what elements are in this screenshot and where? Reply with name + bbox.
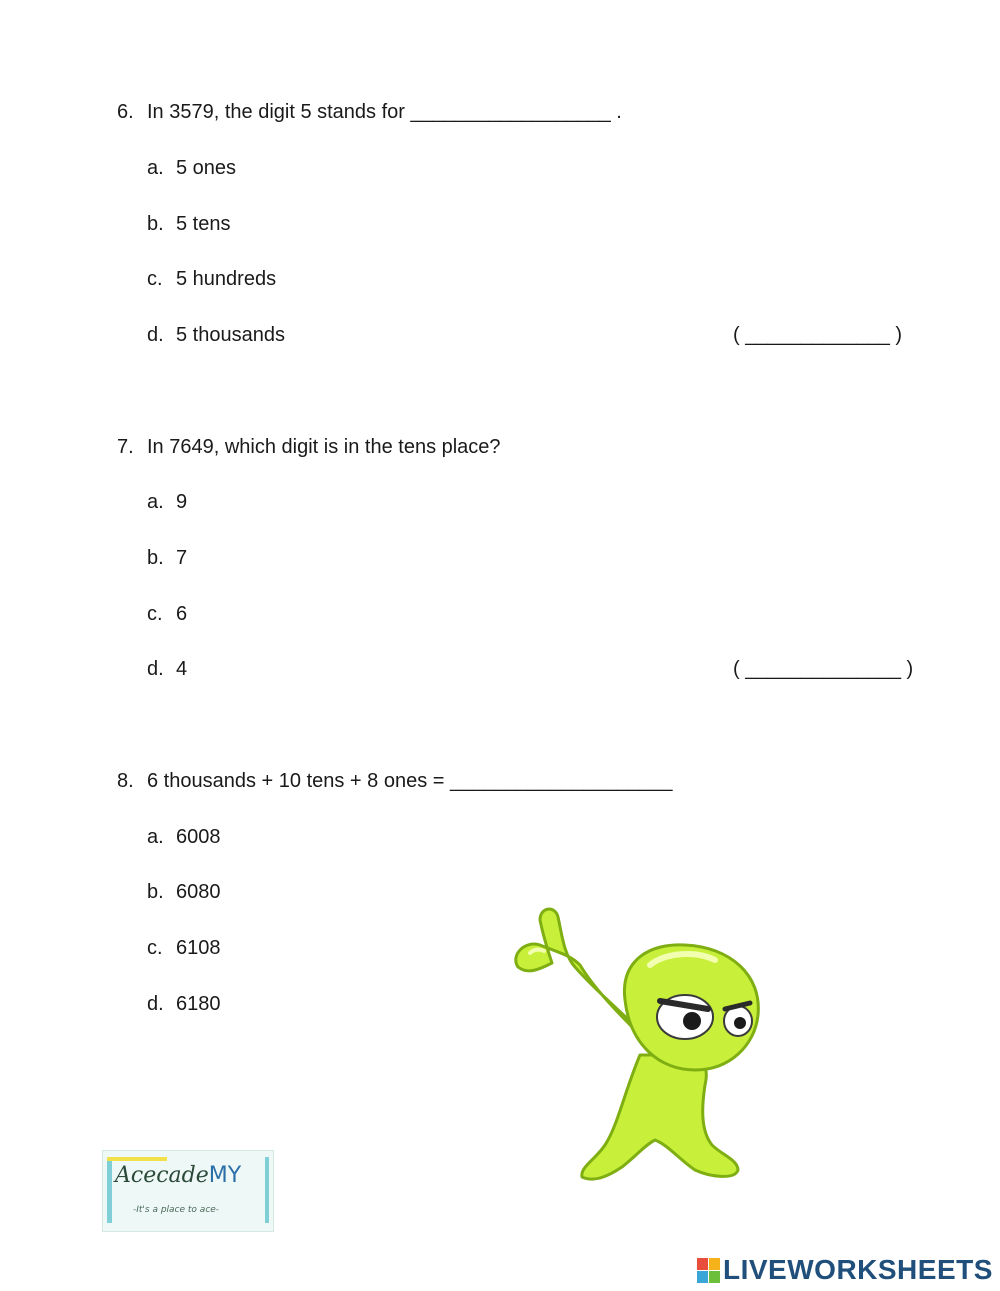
option-7d: d. 4 — [147, 658, 188, 680]
option-6b: b. 5 tens — [147, 213, 231, 235]
option-6a: a. 5 ones — [147, 157, 237, 179]
option-8c: c. 6108 — [147, 937, 221, 959]
alien-character-illustration — [500, 905, 770, 1190]
logo-name: AcecadeMY — [115, 1163, 242, 1188]
answer-blank-6[interactable]: ( _____________ ) — [733, 324, 903, 346]
liveworksheets-icon — [697, 1258, 721, 1284]
question-text: In 7649, which digit is in the tens place? — [147, 436, 501, 458]
question-7-prompt — [117, 436, 501, 459]
question-number: 6. — [117, 101, 134, 123]
alien-body — [582, 1055, 738, 1179]
question-text: In 3579, the digit 5 stands for __________________ . — [147, 101, 622, 123]
option-7a: a. 9 — [147, 491, 188, 513]
question-number: 8. — [117, 770, 134, 792]
option-7b: b. 7 — [147, 547, 188, 569]
acecademy-logo — [102, 1150, 274, 1232]
answer-blank-7[interactable]: ( ______________ ) — [733, 658, 914, 680]
option-6c: c. 5 hundreds — [147, 268, 277, 290]
option-7c: c. 6 — [147, 603, 188, 625]
question-8-prompt — [117, 770, 672, 793]
question-number: 7. — [117, 436, 134, 458]
logo-tagline: -It's a place to ace- — [133, 1205, 220, 1215]
option-6d: d. 5 thousands — [147, 324, 285, 346]
option-8d: d. 6180 — [147, 993, 221, 1015]
option-8b: b. 6080 — [147, 881, 221, 903]
question-text[interactable]: 6 thousands + 10 tens + 8 ones = ____________________ — [147, 770, 673, 792]
liveworksheets-wordmark: LIVEWORKSHEETS — [723, 1254, 993, 1285]
question-6-prompt — [117, 101, 622, 124]
option-8a: a. 6008 — [147, 826, 221, 848]
